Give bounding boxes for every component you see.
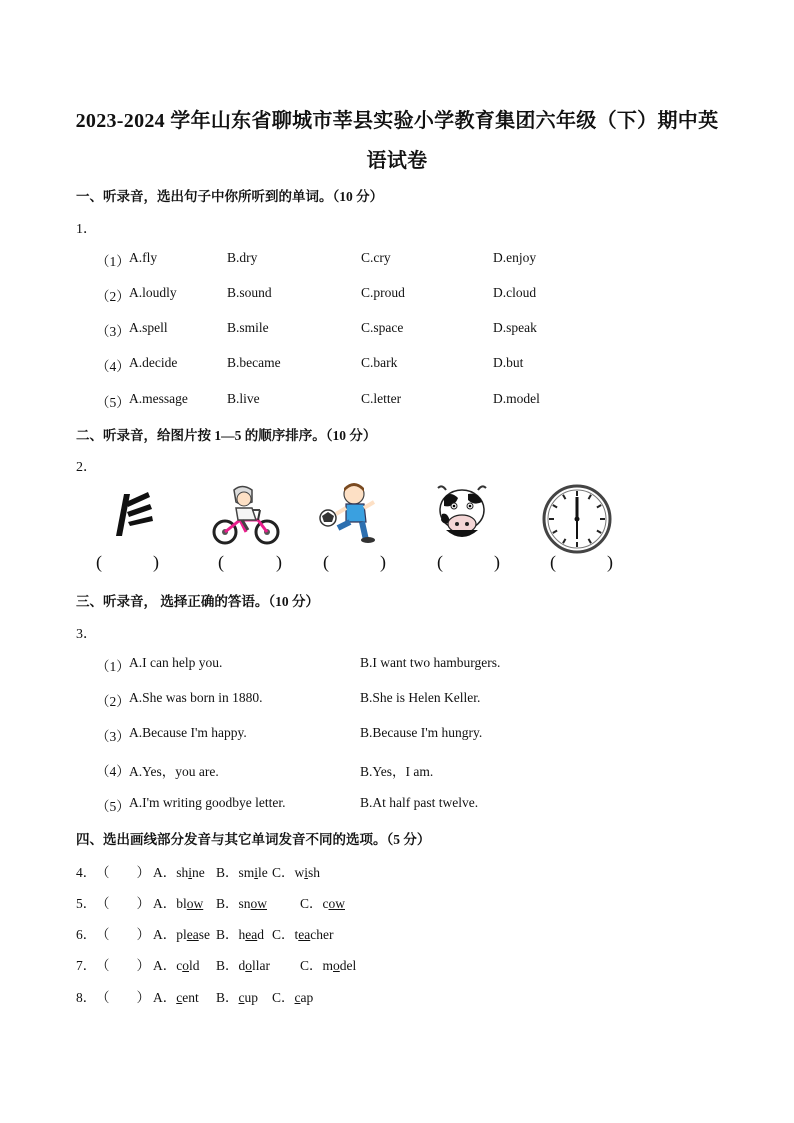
option-c bbox=[272, 861, 320, 881]
option-text: C．m bbox=[300, 958, 334, 973]
option-text: C．t bbox=[272, 927, 299, 942]
option-b: B.sound bbox=[227, 285, 272, 300]
question-number: 4． bbox=[76, 865, 97, 880]
answer-bracket-close: ) bbox=[607, 552, 613, 572]
option-b: B.live bbox=[227, 391, 260, 406]
option-text: ap bbox=[300, 990, 314, 1005]
page-title-line2: 语试卷 bbox=[366, 150, 428, 172]
cow-icon bbox=[432, 484, 492, 542]
item-number: （5） bbox=[96, 799, 130, 814]
option-text: del bbox=[339, 958, 357, 973]
flag-icon bbox=[108, 488, 158, 538]
underlined-letters: ea bbox=[245, 927, 258, 942]
list-item bbox=[0, 923, 794, 943]
option-b: B.smile bbox=[227, 320, 269, 335]
answer-bracket-open: ( bbox=[437, 552, 443, 572]
option-text: d bbox=[257, 927, 264, 942]
option-text: A．bl bbox=[153, 896, 187, 911]
underlined-letters: ow bbox=[186, 896, 204, 911]
option-a bbox=[153, 861, 205, 881]
option-b bbox=[216, 954, 270, 974]
option-text: B．h bbox=[216, 927, 246, 942]
clock-icon bbox=[541, 483, 613, 555]
cyclist-icon bbox=[208, 484, 284, 546]
item-number: （1） bbox=[96, 254, 130, 269]
option-text: A． bbox=[153, 990, 177, 1005]
option-a bbox=[153, 986, 199, 1006]
option-b: B.She is Helen Keller. bbox=[360, 690, 481, 705]
answer-bracket-open: ( bbox=[323, 552, 329, 572]
question-number: 6． bbox=[76, 927, 97, 942]
list-item bbox=[0, 892, 794, 912]
item-number: （2） bbox=[96, 289, 130, 304]
underlined-letters: ea bbox=[186, 927, 199, 942]
underlined-letters: i bbox=[304, 865, 309, 880]
option-b: B.Yes，I am. bbox=[360, 764, 434, 779]
option-text: B．sn bbox=[216, 896, 251, 911]
option-b: B.I want two hamburgers. bbox=[360, 655, 501, 670]
option-text: B．sm bbox=[216, 865, 255, 880]
page-title-line1: 2023-2024 学年山东省聊城市莘县实验小学教育集团六年级（下）期中英 bbox=[75, 110, 719, 132]
option-text: C． bbox=[272, 990, 295, 1005]
section2-heading: 二、听录音，给图片按 1—5 的顺序排序。（10 分） bbox=[76, 428, 377, 443]
list-item bbox=[0, 250, 794, 270]
option-a: A.She was born in 1880. bbox=[129, 690, 263, 705]
list-item bbox=[0, 954, 794, 974]
item-number: （1） bbox=[96, 659, 130, 674]
answer-blank: （ ） bbox=[96, 865, 150, 880]
option-d: D.cloud bbox=[493, 285, 537, 300]
option-b: B.Because I'm hungry. bbox=[360, 725, 483, 740]
option-a: A.Because I'm happy. bbox=[129, 725, 247, 740]
option-b bbox=[216, 892, 267, 912]
list-item bbox=[0, 795, 794, 815]
section1-heading: 一、听录音，选出句子中你所听到的单词。（10 分） bbox=[76, 189, 384, 204]
option-d: D.but bbox=[493, 355, 524, 370]
underlined-letters: o bbox=[182, 958, 189, 973]
item-number: （3） bbox=[96, 729, 130, 744]
option-text: A．sh bbox=[153, 865, 189, 880]
option-b bbox=[216, 861, 268, 881]
item-number: （4） bbox=[96, 359, 130, 374]
option-text: ne bbox=[192, 865, 205, 880]
answer-bracket-close: ) bbox=[494, 552, 500, 572]
option-c: C.cry bbox=[361, 250, 391, 265]
section3-heading: 三、听录音， 选择正确的答语。（10 分） bbox=[76, 594, 319, 609]
list-item bbox=[0, 760, 794, 780]
option-a: A.loudly bbox=[129, 285, 177, 300]
option-text: le bbox=[258, 865, 268, 880]
option-text: ent bbox=[182, 990, 199, 1005]
option-a: A.I can help you. bbox=[129, 655, 223, 670]
item-number: （5） bbox=[96, 395, 130, 410]
option-a: A.Yes，you are. bbox=[129, 764, 219, 779]
option-a bbox=[153, 954, 200, 974]
underlined-letters: c bbox=[294, 990, 301, 1005]
option-b bbox=[216, 923, 264, 943]
option-text: llar bbox=[252, 958, 271, 973]
option-a: A.message bbox=[129, 391, 188, 406]
question-number: 5． bbox=[76, 896, 97, 911]
option-c bbox=[272, 986, 313, 1006]
option-c: C.proud bbox=[361, 285, 405, 300]
option-a: A.fly bbox=[129, 250, 158, 265]
option-a bbox=[153, 892, 203, 912]
question-number: 7． bbox=[76, 958, 97, 973]
list-item bbox=[0, 320, 794, 340]
option-a: A.decide bbox=[129, 355, 178, 370]
answer-blank: （ ） bbox=[96, 927, 150, 942]
question-number: 3． bbox=[76, 627, 97, 642]
item-number: （4） bbox=[96, 764, 130, 779]
underlined-letters: ow bbox=[250, 896, 268, 911]
underlined-letters: i bbox=[188, 865, 193, 880]
underlined-letters: o bbox=[245, 958, 253, 973]
list-item bbox=[0, 690, 794, 710]
option-text: ld bbox=[189, 958, 200, 973]
answer-bracket-open: ( bbox=[218, 552, 224, 572]
option-text: A．pl bbox=[153, 927, 187, 942]
answer-bracket-open: ( bbox=[550, 552, 556, 572]
option-text: B． bbox=[216, 990, 239, 1005]
option-b: B.became bbox=[227, 355, 281, 370]
answer-blank: （ ） bbox=[96, 958, 150, 973]
option-a bbox=[153, 923, 210, 943]
list-item bbox=[0, 355, 794, 375]
option-c: C.bark bbox=[361, 355, 398, 370]
option-c: C.letter bbox=[361, 391, 402, 406]
option-d: D.model bbox=[493, 391, 540, 406]
underlined-letters: i bbox=[254, 865, 259, 880]
boy-kicking-ball-icon bbox=[316, 482, 386, 544]
option-b: B.dry bbox=[227, 250, 258, 265]
answer-bracket-close: ) bbox=[153, 552, 159, 572]
item-number: （3） bbox=[96, 324, 130, 339]
section4-heading: 四、选出画线部分发音与其它单词发音不同的选项。（5 分） bbox=[76, 832, 431, 847]
answer-blank: （ ） bbox=[96, 896, 150, 911]
option-b: B.At half past twelve. bbox=[360, 795, 479, 810]
list-item bbox=[0, 655, 794, 675]
option-text: C．c bbox=[300, 896, 329, 911]
question-number: 8． bbox=[76, 990, 97, 1005]
option-c bbox=[300, 954, 356, 974]
list-item bbox=[0, 861, 794, 881]
option-text: se bbox=[198, 927, 210, 942]
option-c bbox=[272, 923, 333, 943]
list-item bbox=[0, 285, 794, 305]
underlined-letters: ow bbox=[328, 896, 345, 911]
option-text: A．c bbox=[153, 958, 183, 973]
option-a: A.spell bbox=[129, 320, 168, 335]
option-c bbox=[300, 892, 345, 912]
answer-bracket-close: ) bbox=[380, 552, 386, 572]
list-item bbox=[0, 391, 794, 411]
option-a: A.I'm writing goodbye letter. bbox=[129, 795, 286, 810]
option-text: up bbox=[244, 990, 259, 1005]
list-item bbox=[0, 725, 794, 745]
underlined-letters: c bbox=[238, 990, 245, 1005]
underlined-letters: c bbox=[176, 990, 183, 1005]
question-number: 2． bbox=[76, 460, 97, 475]
option-text: cher bbox=[310, 927, 334, 942]
option-b bbox=[216, 986, 258, 1006]
option-text: C．w bbox=[272, 865, 305, 880]
option-c: C.space bbox=[361, 320, 404, 335]
option-text: sh bbox=[308, 865, 321, 880]
answer-blank: （ ） bbox=[96, 990, 150, 1005]
answer-bracket-open: ( bbox=[96, 552, 102, 572]
list-item bbox=[0, 986, 794, 1006]
item-number: （2） bbox=[96, 694, 130, 709]
option-text: B．d bbox=[216, 958, 246, 973]
question-number: 1． bbox=[76, 222, 97, 237]
answer-bracket-close: ) bbox=[276, 552, 282, 572]
option-d: D.enjoy bbox=[493, 250, 537, 265]
underlined-letters: o bbox=[333, 958, 340, 973]
option-d: D.speak bbox=[493, 320, 537, 335]
underlined-letters: ea bbox=[298, 927, 311, 942]
